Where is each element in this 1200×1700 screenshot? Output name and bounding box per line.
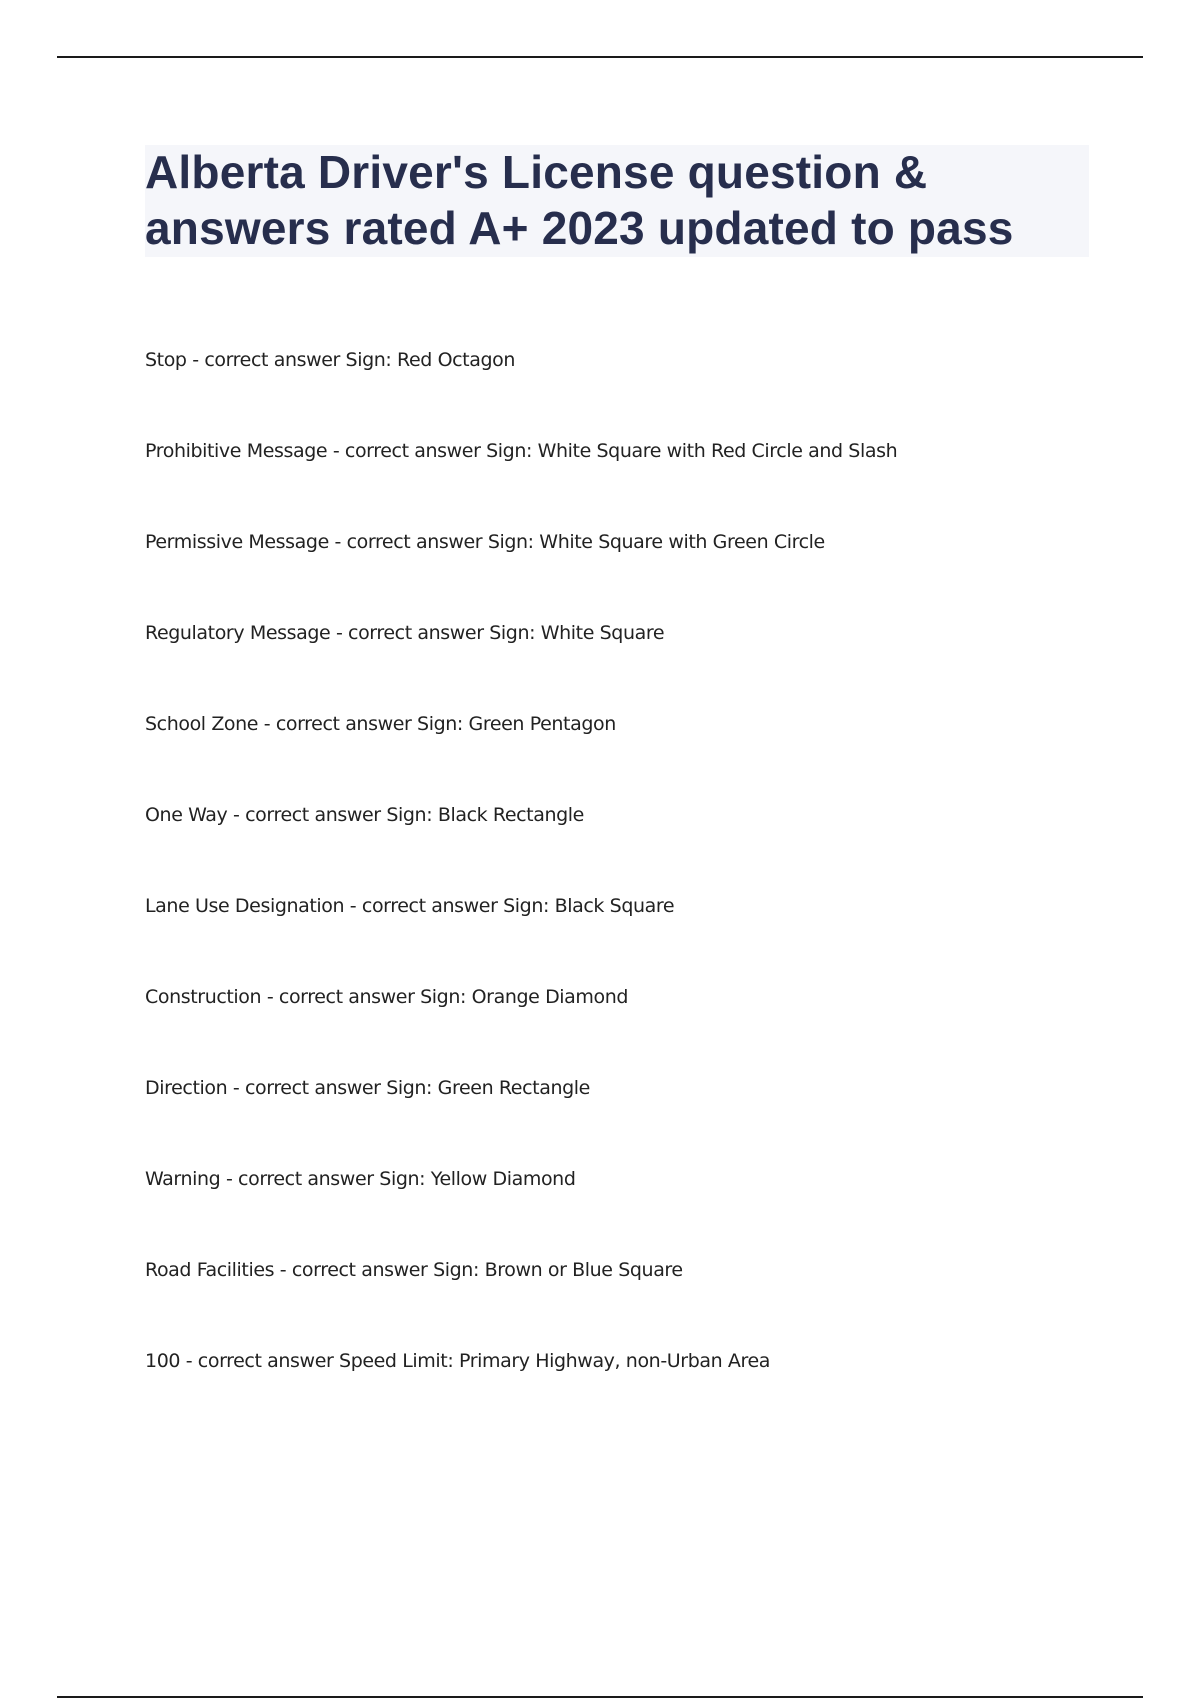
qa-item: Permissive Message - correct answer Sign: White Square with Green Circle [145,531,825,553]
qa-item: Regulatory Message - correct answer Sign: White Square [145,622,665,644]
footer-divider [57,1696,1143,1698]
qa-item: School Zone - correct answer Sign: Green Pentagon [145,713,616,735]
qa-item: Lane Use Designation - correct answer Sign: Black Square [145,895,675,917]
qa-item: Construction - correct answer Sign: Orange Diamond [145,986,629,1008]
header-divider [57,56,1143,58]
qa-item: Stop - correct answer Sign: Red Octagon [145,349,516,371]
qa-item: Road Facilities - correct answer Sign: Brown or Blue Square [145,1259,683,1281]
qa-item: One Way - correct answer Sign: Black Rectangle [145,804,584,826]
qa-item: Warning - correct answer Sign: Yellow Diamond [145,1168,576,1190]
qa-item: 100 - correct answer Speed Limit: Primary Highway, non-Urban Area [145,1350,771,1372]
document-title: Alberta Driver's License question & answers rated A+ 2023 updated to pass [145,146,1014,254]
qa-item: Direction - correct answer Sign: Green Rectangle [145,1077,590,1099]
qa-item: Prohibitive Message - correct answer Sign: White Square with Red Circle and Slash [145,440,898,462]
